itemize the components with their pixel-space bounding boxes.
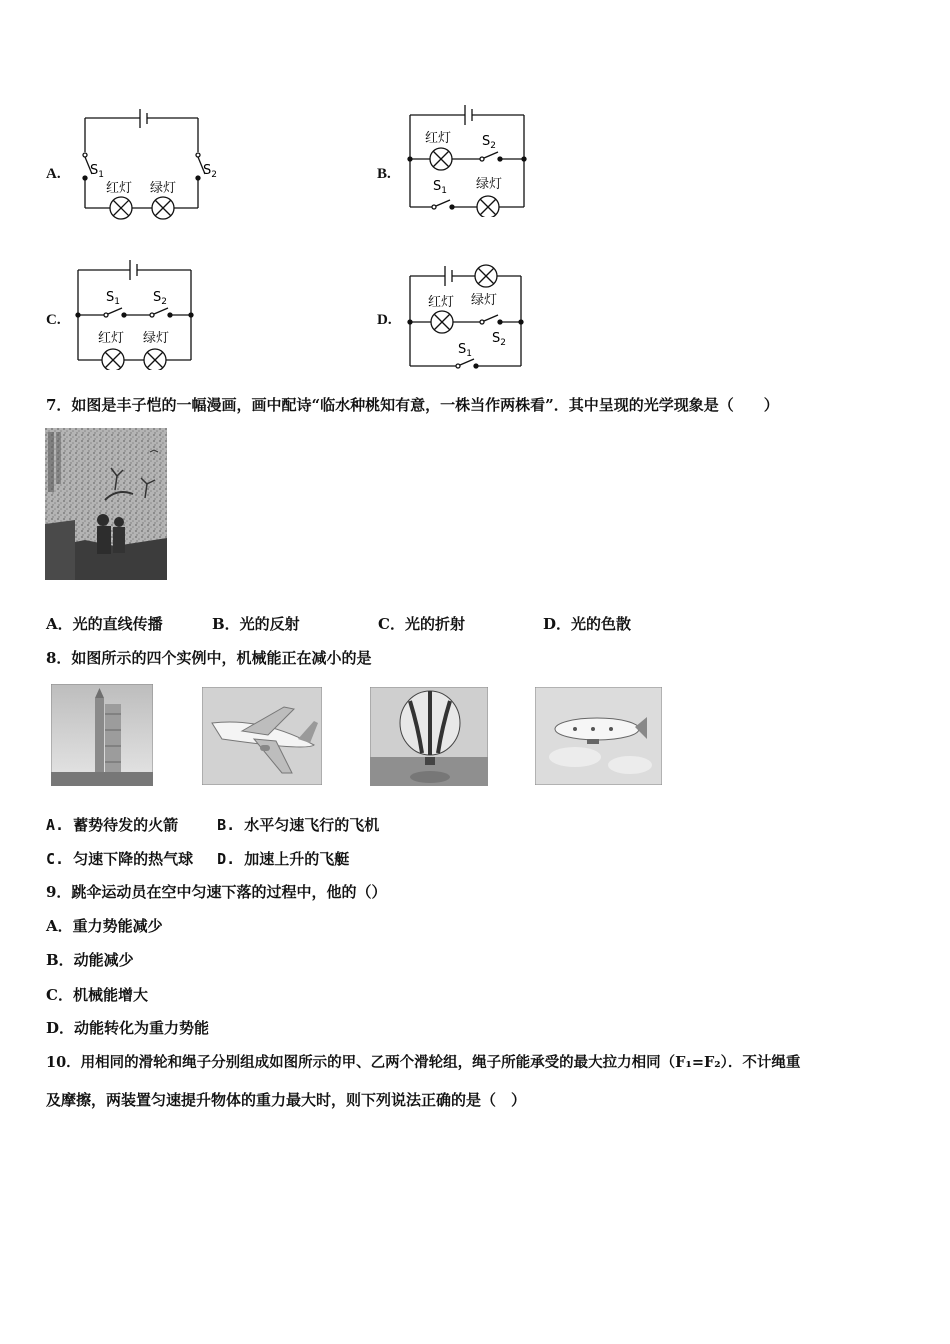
- question-10-line2: 及摩擦，两装置匀速提升物体的重力最大时，则下列说法正确的是（ ）: [46, 1091, 527, 1109]
- switch-s1-label: $S_1$: [106, 290, 120, 307]
- green-lamp-label: 绿灯: [476, 177, 503, 192]
- q7-option-b: B．光的反射: [212, 615, 300, 633]
- q7-option-c: C．光的折射: [378, 615, 465, 633]
- option-letter-c: C.: [46, 312, 61, 328]
- question-7-text: 7．如图是丰子恺的一幅漫画，画中配诗“临水种桃知有意，一株当作两株看”．其中呈现的光学现象是（ ）: [46, 396, 779, 414]
- q7-option-d: D．光的色散: [543, 615, 632, 633]
- red-lamp-label: 红灯: [106, 181, 133, 196]
- circuit-diagram-b: [400, 97, 540, 217]
- circuit-diagram-a: [70, 100, 230, 225]
- q9-option-c: C．机械能增大: [46, 986, 148, 1004]
- switch-s2-label: $S_2$: [153, 290, 167, 307]
- airplane-photo: [202, 687, 322, 785]
- q8-options-line1: A. 蓄势待发的火箭 B. 水平匀速飞行的飞机: [46, 816, 380, 834]
- cartoon-image: [45, 428, 167, 580]
- question-10-line1: 10．用相同的滑轮和绳子分别组成如图所示的甲、乙两个滑轮组，绳子所能承受的最大拉力相同（F₁=F₂）．不计绳重: [46, 1054, 801, 1071]
- switch-s2-label: $S_2$: [482, 134, 496, 151]
- switch-s1-label: $S_1$: [433, 179, 447, 196]
- circuit-diagram-c: [68, 255, 208, 370]
- option-letter-b: B.: [377, 166, 391, 182]
- q9-option-b: B．动能减少: [46, 951, 134, 969]
- circuit-diagram-d: [400, 260, 540, 375]
- red-lamp-label: 红灯: [98, 331, 125, 346]
- green-lamp-label: 绿灯: [471, 293, 498, 308]
- question-8-text: 8．如图所示的四个实例中，机械能正在减小的是: [46, 649, 372, 667]
- switch-s1-label: $S_1$: [458, 342, 472, 359]
- switch-s2-label: $S_2$: [492, 331, 506, 348]
- rocket-photo: [51, 684, 153, 786]
- option-letter-d: D.: [377, 312, 392, 328]
- red-lamp-label: 红灯: [425, 131, 452, 146]
- q9-option-d: D．动能转化为重力势能: [46, 1019, 210, 1037]
- airship-photo: [535, 687, 662, 785]
- switch-s1-label: $S_1$: [90, 163, 104, 180]
- question-9-text: 9．跳伞运动员在空中匀速下落的过程中，他的（）: [46, 883, 387, 901]
- q9-option-a: A．重力势能减少: [46, 917, 163, 935]
- switch-s2-label: $S_2$: [203, 163, 217, 180]
- red-lamp-label: 红灯: [428, 295, 455, 310]
- green-lamp-label: 绿灯: [150, 181, 177, 196]
- option-letter-a: A.: [46, 166, 61, 182]
- green-lamp-label: 绿灯: [143, 331, 170, 346]
- hot-air-balloon-photo: [370, 687, 488, 786]
- q8-options-line2: C. 匀速下降的热气球 D. 加速上升的飞艇: [46, 850, 350, 868]
- q7-option-a: A．光的直线传播: [46, 615, 163, 633]
